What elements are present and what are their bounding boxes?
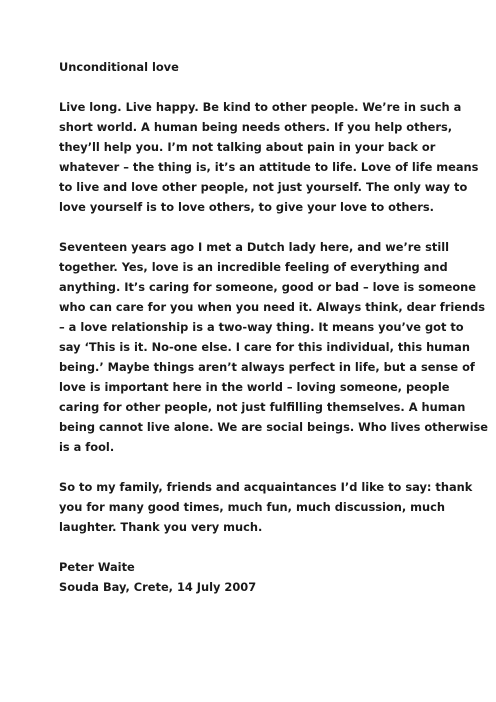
paragraph-line: being cannot live alone. We are social beings. Who lives otherwise xyxy=(59,420,488,434)
paragraph-line: love yourself is to love others, to give your love to others. xyxy=(59,200,434,214)
paragraph-3 xyxy=(59,477,473,537)
paragraph-line: caring for other people, not just fulfilling themselves. A human xyxy=(59,400,466,414)
paragraph-line: Seventeen years ago I met a Dutch lady here, and we’re still xyxy=(59,240,450,254)
paragraph-line: who can care for you when you need it. Always think, dear friends xyxy=(59,300,486,314)
paragraph-line: – a love relationship is a two-way thing. It means you’ve got to xyxy=(59,320,464,334)
signature-block xyxy=(59,557,459,597)
paragraph-line: they’ll help you. I’m not talking about pain in your back or xyxy=(59,140,436,154)
paragraph-2 xyxy=(59,237,488,457)
paragraph-1 xyxy=(59,97,479,217)
paragraph-line: you for many good times, much fun, much discussion, much xyxy=(59,500,445,514)
paragraph-line: say ‘This is it. No-one else. I care for this individual, this human xyxy=(59,340,470,354)
document-title: Unconditional love xyxy=(59,60,179,74)
paragraph-line: to live and love other people, not just yourself. The only way to xyxy=(59,180,468,194)
paragraph-line: laughter. Thank you very much. xyxy=(59,520,263,534)
paragraph-line: together. Yes, love is an incredible feeling of everything and xyxy=(59,260,448,274)
paragraph-line: anything. It’s caring for someone, good or bad – love is someone xyxy=(59,280,477,294)
paragraph-line: Live long. Live happy. Be kind to other people. We’re in such a xyxy=(59,100,462,114)
paragraph-line: love is important here in the world – loving someone, people xyxy=(59,380,450,394)
paragraph-line: short world. A human being needs others. If you help others, xyxy=(59,120,453,134)
document-body xyxy=(59,57,488,597)
paragraph-line: whatever – the thing is, it’s an attitude to life. Love of life means xyxy=(59,160,479,174)
paragraph-line: So to my family, friends and acquaintances I’d like to say: thank xyxy=(59,480,473,494)
paragraph-line: being.’ Maybe things aren’t always perfect in life, but a sense of xyxy=(59,360,475,374)
signature-name: Peter Waite xyxy=(59,560,135,574)
paragraph-line: is a fool. xyxy=(59,440,115,454)
signature-place-date: Souda Bay, Crete, 14 July 2007 xyxy=(59,580,257,594)
